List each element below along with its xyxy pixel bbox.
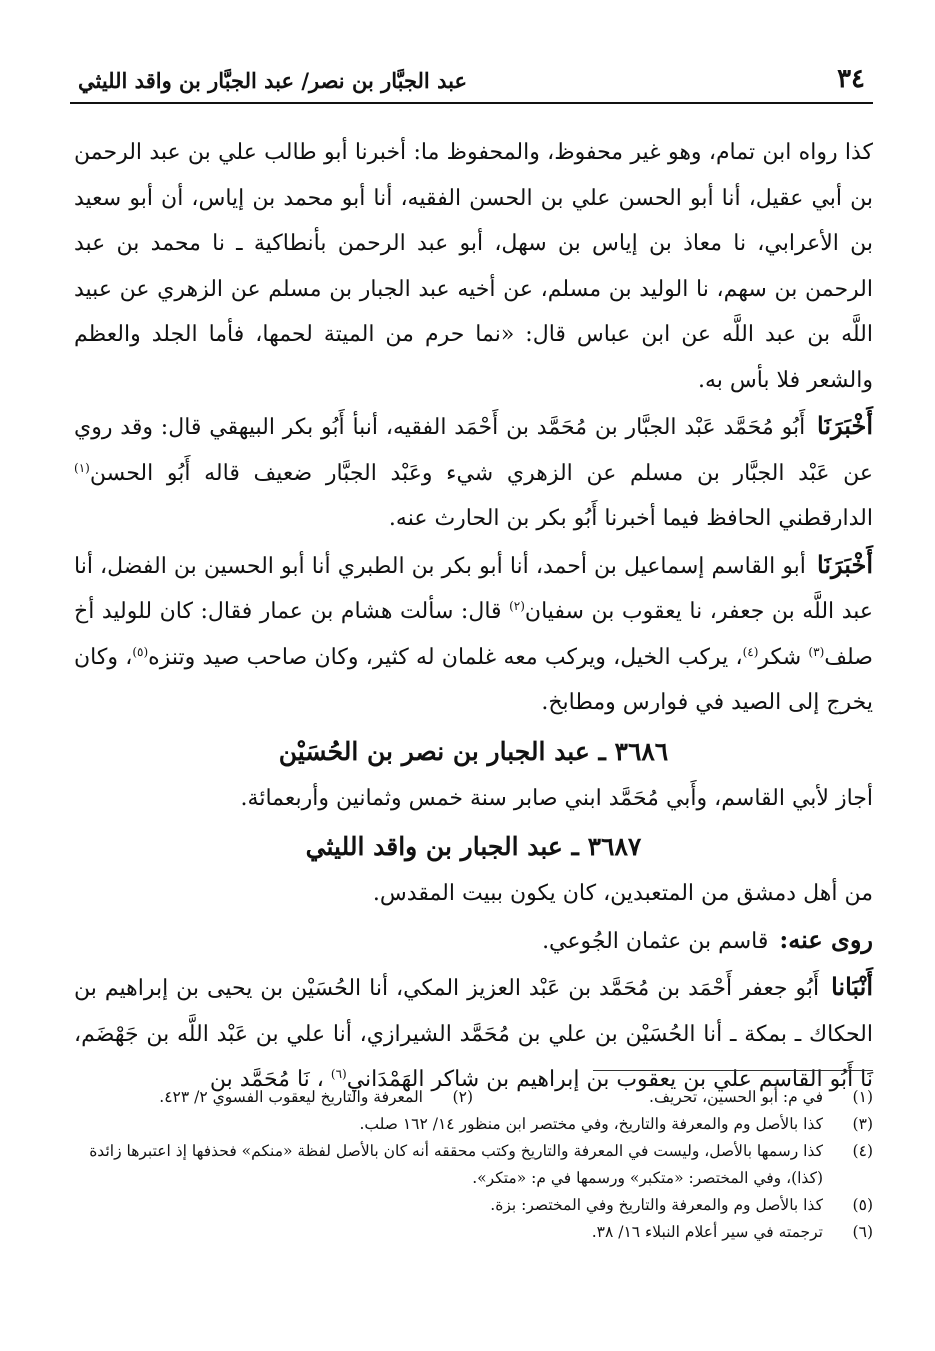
footnote-row-1-2 bbox=[74, 1084, 873, 1111]
footnote-number: (٦) bbox=[852, 1223, 873, 1241]
paragraph-2-text-a: أَبُو مُحَمَّد عَبْد الجبَّار بن مُحَمَّد بن أَحْمَد الفقيه، أنبأ أَبُو بكر البيهقي قال: وقد روي عن عَبْد الجبَّار بن مسلم عن الزهري شيء وعَبْد الجبَّار ضعيف قاله أَبُو الحسن bbox=[74, 415, 873, 486]
footnote-text: كذا بالأصل وم والمعرفة والتاريخ، وفي مختصر ابن منظور ١٤/ ١٦٢ صلب. bbox=[359, 1115, 823, 1133]
footnote-ref-5: (٥) bbox=[132, 644, 149, 659]
paragraph-1: كذا رواه ابن تمام، وهو غير محفوظ، والمحفوظ ما: أخبرنا أبو طالب علي بن عبد الرحمن بن أبي عقيل، أنا أبو الحسن علي بن الحسن الفقيه، أنا أبو محمد بن إياس، أن أبو سعيد بن الأعرابي، نا معاذ بن إياس بن سهل، أبو عبد الرحمن بأنطاكية ـ نا محمد بن عبد الرحمن بن سهم، نا الوليد بن مسلم، عن أخيه عبد الجبار بن مسلم عن الزهري عن عبيد اللَّه بن عبد اللَّه عن ابن عباس قال: «نما حرم من الميتة لحمها، فأما الجلد والعظم والشعر فلا بأس به. bbox=[74, 140, 873, 393]
footnote-number: (٣) bbox=[852, 1115, 873, 1133]
footnote-4 bbox=[74, 1138, 873, 1192]
paragraph-3-text-a: أبو القاسم إسماعيل بن أحمد، أنا أبو بكر بن الطبري أنا أبو الحسين بن الفضل، أنا عبد اللَّه بن جعفر، نا يعقوب بن سفيان bbox=[74, 553, 874, 624]
paragraph-3-text-c: شكر bbox=[758, 644, 802, 670]
footnote-ref-3: (٣) bbox=[808, 644, 825, 659]
entry-heading-3686: ٣٦٨٦ ـ عبد الجبار بن نصر بن الحُسَيْن bbox=[278, 736, 669, 766]
transmission-term: أَخْبَرَنَا bbox=[817, 411, 873, 440]
footnote-ref-2: (٢) bbox=[509, 599, 525, 613]
paragraph-2-text-b: الدارقطني الحافظ فيما أخبرنا أَبُو بكر بن الحارث عنه. bbox=[388, 506, 873, 531]
paragraph-3-text-b: قال: سألت هشام بن عمار فقال: كان للوليد أخ صلف bbox=[74, 599, 873, 670]
footnote-number: (٥) bbox=[852, 1196, 873, 1214]
footnote-separator bbox=[593, 1070, 873, 1071]
paragraph-7-text-b: ، نَا مُحَمَّد بن bbox=[209, 1067, 324, 1092]
footnotes bbox=[74, 1084, 873, 1246]
footnote-number: (٤) bbox=[852, 1142, 873, 1160]
footnote-ref-6: (٦) bbox=[330, 1067, 347, 1081]
footnote-text: المعرفة والتاريخ ليعقوب الفسوي ٢/ ٤٢٣. bbox=[159, 1088, 423, 1106]
paragraph-3 bbox=[74, 542, 873, 726]
footnote-text: ترجمته في سير أعلام النبلاء ١٦/ ٣٨. bbox=[591, 1223, 823, 1241]
entry-heading-3687: ٣٦٨٧ ـ عبد الجبار بن واقد الليثي bbox=[305, 832, 642, 861]
footnote-text: كذا رسمها بالأصل، وليست في المعرفة والتاريخ وكتب محققه أنه كان بالأصل لفظة «منكم» فحذفها إذ اعتبرها زائدة (كذا)، وفي المختصر: «متكبر» ورسمها في م: «متكر». bbox=[89, 1142, 823, 1187]
running-title: عبد الجبَّار بن نصر/ عبد الجبَّار بن واقد الليثي bbox=[78, 68, 467, 93]
paragraph-3-text-d: ، يركب الخيل، ويركب معه غلمان له كثير، وكان صاحب صيد وتنزه bbox=[148, 644, 743, 670]
footnote-ref-1: (١) bbox=[74, 460, 90, 475]
paragraph-6 bbox=[74, 917, 873, 965]
narrators-label: روى عنه: bbox=[779, 924, 873, 954]
paragraph-3-text-e: ، وكان يخرج إلى الصيد في فوارس ومطابخ. bbox=[74, 644, 873, 715]
transmission-term: أَنْبَانا bbox=[831, 972, 873, 1001]
paragraph-2 bbox=[74, 403, 873, 542]
paragraph-5: من أهل دمشق من المتعبدين، كان يكون ببيت المقدس. bbox=[372, 881, 873, 906]
page-number: ٣٤ bbox=[837, 64, 865, 94]
running-header bbox=[70, 58, 873, 104]
footnote-5 bbox=[74, 1192, 873, 1219]
footnote-6 bbox=[74, 1219, 873, 1246]
paragraph-4: أجاز لأبي القاسم، وأَبي مُحَمَّد ابني صابر سنة خمس وثمانين وأربعمائة. bbox=[240, 785, 873, 811]
footnote-text: في م: أبو الحسين، تحريف. bbox=[649, 1088, 823, 1106]
footnote-number: (١) bbox=[852, 1088, 873, 1106]
paragraph-7-text-a: أَبُو جعفر أَحْمَد بن مُحَمَّد بن عَبْد العزيز المكي، أنا الحُسَيْن بن يحيى بن إبراهيم بن الحكاك ـ بمكة ـ أنا الحُسَيْن بن علي بن مُحَمَّد الشيرازي، أنا علي بن عَبْد اللَّه بن جَهْضَم، نَا أَبُو القاسم علي بن يعقوب بن إبراهيم بن شاكر الهَمْدَاني bbox=[74, 976, 873, 1092]
main-text bbox=[74, 130, 873, 1103]
footnote-3 bbox=[74, 1111, 873, 1138]
footnote-ref-4: (٤) bbox=[742, 644, 759, 659]
paragraph-6-text: قاسم بن عثمان الجُوعي. bbox=[542, 928, 769, 954]
transmission-term: أَخْبَرَنَا bbox=[817, 549, 873, 579]
footnote-number: (٢) bbox=[452, 1088, 473, 1106]
footnote-text: كذا بالأصل وم والمعرفة والتاريخ وفي المختصر: بزة. bbox=[490, 1196, 823, 1214]
paragraph-7 bbox=[74, 964, 873, 1103]
